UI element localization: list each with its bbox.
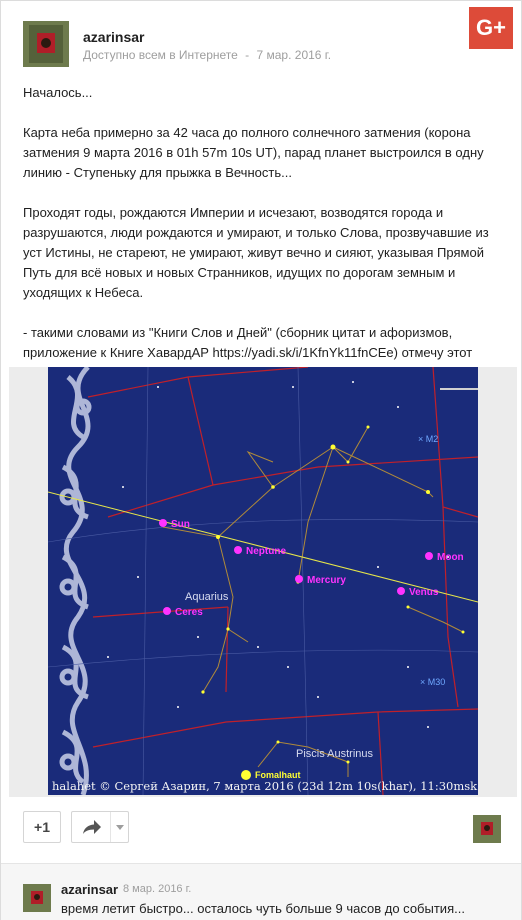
image-caption: halahet © Сергей Азарин, 7 марта 2016 (23d 12m 10s(khar), 11:30msk bbox=[52, 779, 478, 793]
neptune-label: Neptune bbox=[246, 546, 286, 557]
comment-date: 8 мар. 2016 г. bbox=[123, 883, 192, 895]
gplus-icon[interactable]: G+ bbox=[469, 7, 513, 49]
constellation-borders bbox=[88, 367, 478, 795]
sky-grid bbox=[48, 367, 478, 795]
plus-one-button[interactable]: +1 bbox=[23, 811, 61, 843]
m2-label: × M2 bbox=[418, 434, 439, 444]
share-arrow-icon bbox=[82, 819, 102, 835]
planet-sun bbox=[159, 519, 190, 530]
comment-author[interactable]: azarinsar bbox=[61, 882, 119, 897]
post-meta bbox=[83, 48, 331, 62]
planet-moon bbox=[425, 552, 464, 563]
post-date[interactable]: 7 мар. 2016 г. bbox=[256, 48, 332, 62]
post-paragraph: - такими словами из "Книги Слов и Дней" (сборник цитат и афоризмов, приложение к Книге ХавардАР https://yadi.sk/i/1KfnYk11fnCEe) отмечу этот bbox=[23, 325, 473, 360]
ceres-label: Ceres bbox=[175, 607, 203, 618]
comment bbox=[1, 863, 521, 920]
chevron-down-icon[interactable] bbox=[116, 825, 124, 830]
action-bar bbox=[1, 809, 521, 849]
share-button[interactable] bbox=[71, 811, 129, 843]
post-paragraph: Карта неба примерно за 42 часа до полного солнечного затмения (корона затмения 9 марта 2016 в 01h 57m 10s UT), парад планет выстроился в одну линию - Ступеньку для прыжка в Вечность... bbox=[23, 125, 488, 180]
planet-ceres bbox=[163, 607, 203, 618]
viewer-avatar[interactable] bbox=[473, 815, 501, 843]
share-divider bbox=[110, 812, 111, 842]
mercury-label: Mercury bbox=[307, 575, 346, 586]
moon-label: Moon bbox=[437, 552, 464, 563]
fomalhaut-label: Fomalhaut bbox=[255, 770, 301, 780]
comment-text: время летит быстро... осталось чуть больше 9 часов до события... bbox=[61, 901, 465, 916]
author-avatar[interactable] bbox=[23, 21, 69, 67]
sun-label: Sun bbox=[171, 519, 190, 530]
aquarius-label: Aquarius bbox=[185, 591, 229, 603]
piscis-austrinus-label: Piscis Austrinus bbox=[296, 748, 374, 760]
post-image[interactable] bbox=[9, 367, 517, 797]
m30-label: × M30 bbox=[420, 677, 446, 687]
author-name[interactable]: azarinsar bbox=[83, 29, 145, 45]
post-body bbox=[23, 83, 505, 403]
post-paragraph: Проходят годы, рождаются Империи и исчезают, возводятся города и разрушаются, люди рождаются и умирают, и только Слова, прозвучавшие из уст Истины, не стареют, не умирают, живут вечно и сияют, указывая Прямой Путь для всё новых и новых Странников, идущих по дорогам земным и уходящих к Небеса. bbox=[23, 205, 493, 300]
sky-map bbox=[48, 367, 478, 795]
post-paragraph: Началось... bbox=[23, 85, 93, 100]
ornament-decoration bbox=[62, 367, 89, 795]
visibility-text[interactable]: Доступно всем в Интернете bbox=[83, 48, 238, 62]
planet-venus bbox=[397, 587, 439, 598]
meta-separator: - bbox=[245, 48, 250, 62]
venus-label: Venus bbox=[409, 587, 439, 598]
planet-neptune bbox=[234, 546, 286, 557]
comment-avatar[interactable] bbox=[23, 884, 51, 912]
